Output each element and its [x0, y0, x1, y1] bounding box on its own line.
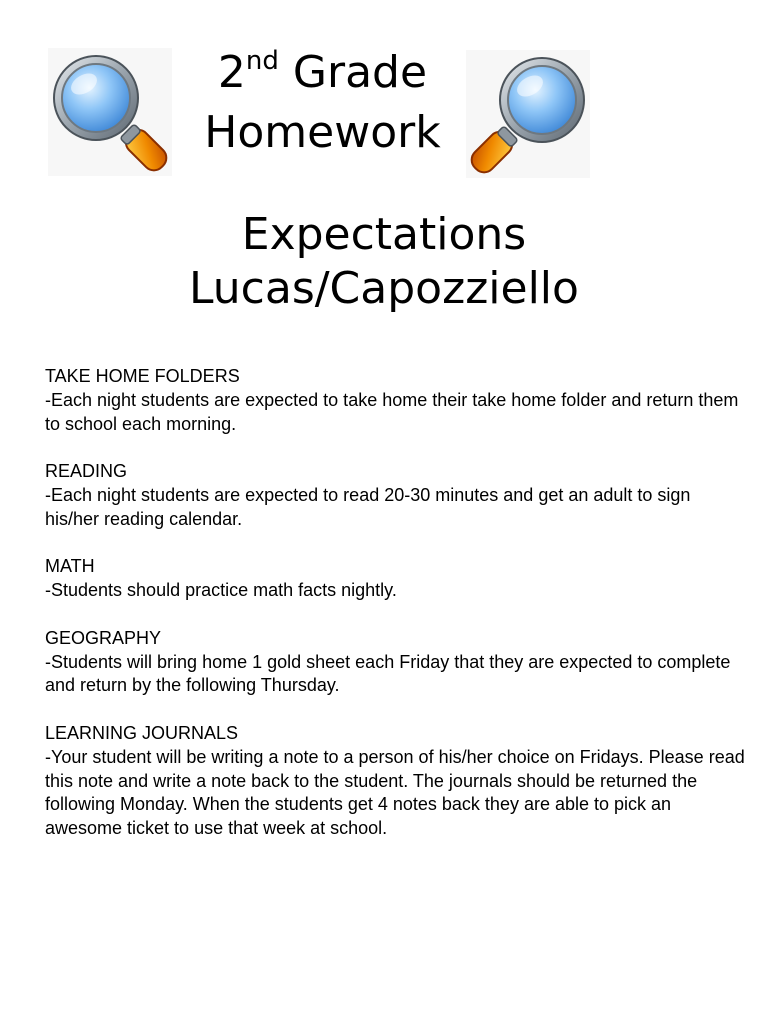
- section-text: -Students will bring home 1 gold sheet each Friday that they are expected to complete and return by the following Thursday.: [45, 651, 731, 696]
- teachers-line: Lucas/Capozziello: [189, 263, 579, 314]
- page-subtitle: [100, 208, 668, 316]
- section-heading: LEARNING JOURNALS: [45, 722, 239, 743]
- expectations-line: Expectations: [241, 209, 527, 260]
- section-text: -Students should practice math facts nightly.: [45, 580, 397, 601]
- section-reading: [45, 460, 745, 531]
- section-heading: GEOGRAPHY: [45, 627, 162, 648]
- section-take-home-folders: [45, 365, 745, 436]
- section-text: -Each night students are expected to read 20-30 minutes and get an adult to sign his/her reading calendar.: [45, 484, 691, 529]
- page-title: [150, 46, 495, 160]
- expectations-list: [45, 365, 745, 865]
- grade-word: Grade: [292, 47, 428, 98]
- section-heading: MATH: [45, 556, 95, 577]
- grade-number: 2: [217, 47, 246, 98]
- section-geography: [45, 627, 745, 698]
- section-learning-journals: [45, 722, 745, 841]
- section-math: [45, 555, 745, 603]
- section-text: -Your student will be writing a note to a person of his/her choice on Fridays. Please read this note and write a note back to the student. The journals should be returned the following Monday. When the students get 4 notes back they are able to pick an awesome ticket to use that week at school.: [45, 746, 745, 839]
- grade-suffix: nd: [245, 46, 279, 76]
- section-heading: READING: [45, 461, 128, 482]
- section-text: -Each night students are expected to take home their take home folder and return them to school each morning.: [45, 389, 739, 434]
- homework-line: Homework: [204, 107, 441, 158]
- section-heading: TAKE HOME FOLDERS: [45, 366, 240, 386]
- grade-line: [150, 46, 495, 106]
